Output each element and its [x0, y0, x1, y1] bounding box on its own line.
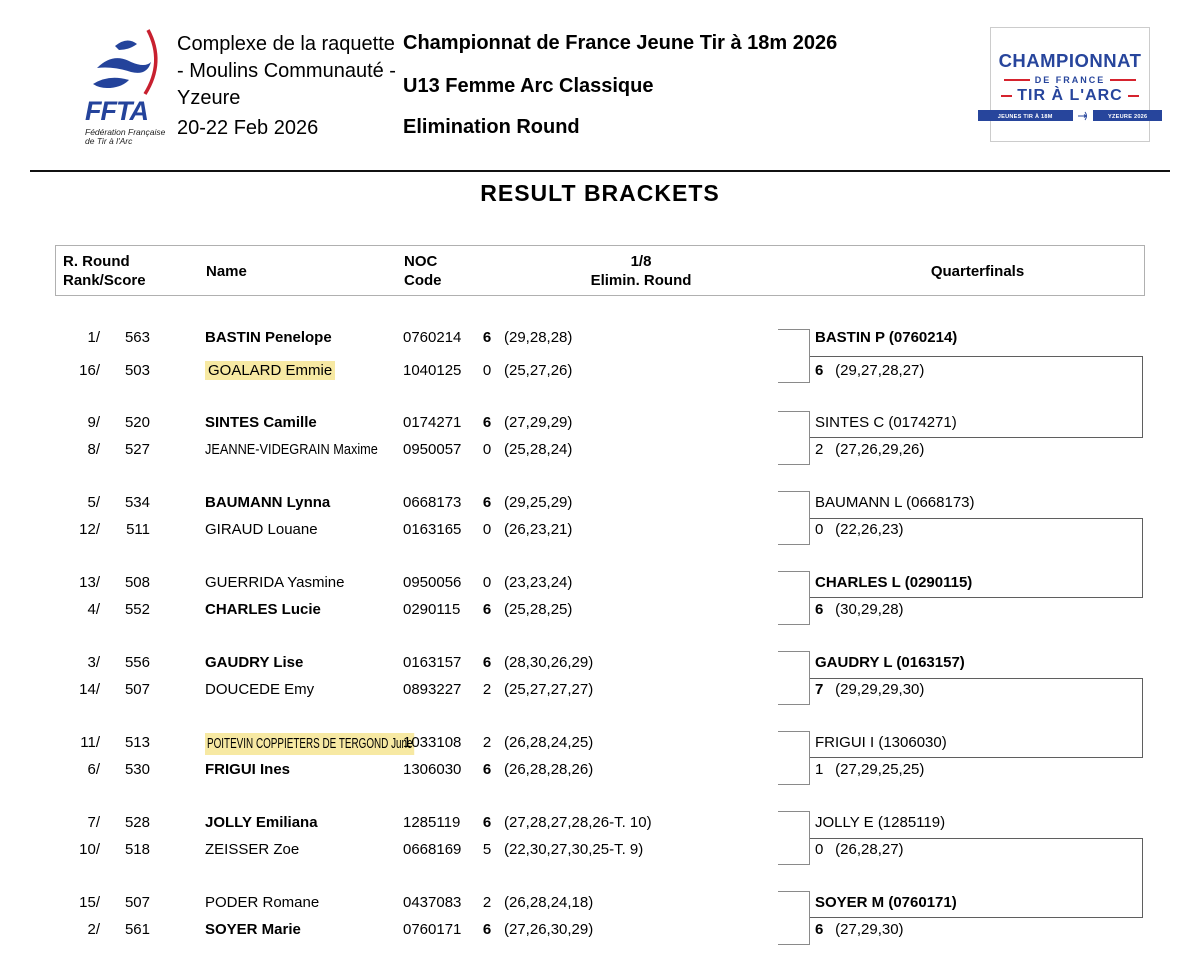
archer-name	[205, 493, 405, 513]
archer-rank: 6/	[87, 761, 100, 778]
quarterfinal-score	[815, 920, 904, 940]
archer-noc-code: 0760171	[403, 921, 462, 938]
archer-match-score: 6	[482, 814, 492, 831]
archer-set-scores: (29,28,28)	[504, 329, 573, 346]
archer-ranking-score: 507	[124, 681, 150, 698]
quarterfinal-score	[815, 680, 924, 700]
archer-name	[205, 413, 405, 433]
archer-noc-code: 1306030	[403, 761, 462, 778]
column-quarterfinals: Quarterfinals	[930, 263, 1025, 280]
ffta-archer-icon	[85, 28, 173, 98]
archer-rank: 15/	[79, 894, 100, 911]
archer-ranking-score: 513	[124, 734, 150, 751]
archer-name	[205, 920, 405, 940]
elimination-bracket-connector	[778, 571, 810, 625]
archer-match-score: 6	[482, 921, 492, 938]
archer-match-score: 6	[482, 329, 492, 346]
quarterfinal-archer-name: BASTIN P (0760214)	[815, 329, 958, 346]
quarterfinal-archer-name: SOYER M (0760171)	[815, 894, 957, 911]
quarterfinal-archer-name: FRIGUI I (1306030)	[815, 734, 947, 751]
archer-ranking-score: 561	[124, 921, 150, 938]
archer-rank: 2/	[87, 921, 100, 938]
archer-noc-code: 0760214	[403, 329, 462, 346]
archer-match-score: 6	[482, 761, 492, 778]
archer-ranking-score: 563	[124, 329, 150, 346]
round-title: Elimination Round	[403, 116, 580, 138]
archer-name	[205, 680, 405, 700]
elimination-bracket-connector	[778, 651, 810, 705]
quarterfinal-archer-name: BAUMANN L (0668173)	[815, 494, 975, 511]
quarterfinal-set-scores: (27,29,30)	[831, 921, 904, 938]
archer-name	[205, 840, 405, 860]
archer-rank: 8/	[87, 441, 100, 458]
archer-ranking-score: 507	[124, 894, 150, 911]
archer-rank: 14/	[79, 681, 100, 698]
archer-ranking-score: 530	[124, 761, 150, 778]
archer-rank: 11/	[80, 734, 100, 751]
archer-match-score: 6	[482, 601, 492, 618]
archer-set-scores: (26,28,28,26)	[504, 761, 594, 778]
red-dash-icon	[1110, 79, 1136, 81]
archer-name	[205, 573, 405, 593]
archer-name-text: JEANNE-VIDEGRAIN Maxime	[205, 441, 378, 458]
venue-info	[177, 31, 402, 112]
archer-match-score: 2	[482, 894, 492, 911]
archer-set-scores: (29,25,29)	[504, 494, 573, 511]
archer-ranking-score: 503	[124, 362, 150, 379]
archer-name-text: PODER Romane	[205, 894, 320, 911]
competition-title: Championnat de France Jeune Tir à 18m 2026	[403, 32, 838, 54]
quarterfinal-match-score: 7	[815, 681, 824, 698]
results-table-header	[55, 245, 1145, 296]
event-logo-championnat: CHAMPIONNAT	[998, 50, 1142, 71]
quarterfinal-match-score: 1	[815, 761, 824, 778]
red-dash-icon	[1128, 95, 1139, 98]
archer-match-score: 0	[482, 362, 492, 379]
column-name: Name	[206, 263, 247, 280]
archer-rank: 1/	[87, 329, 100, 346]
quarterfinal-set-scores: (30,29,28)	[831, 601, 904, 618]
archer-noc-code: 0893227	[403, 681, 462, 698]
archer-name	[205, 600, 405, 620]
archer-ranking-score: 552	[124, 601, 150, 618]
archer-rank: 5/	[87, 494, 100, 511]
archer-name-text: FRIGUI Ines	[205, 761, 291, 778]
quarterfinal-score	[815, 440, 924, 460]
archer-noc-code: 0290115	[403, 601, 461, 618]
quarterfinal-archer-name: SINTES C (0174271)	[815, 414, 957, 431]
archer-set-scores: (25,28,24)	[504, 441, 573, 458]
elimination-bracket-connector	[778, 411, 810, 465]
column-rank-score: R. Round Rank/Score	[63, 253, 146, 289]
archer-noc-code: 1285119	[403, 814, 461, 831]
quarterfinal-set-scores: (26,28,27)	[831, 841, 904, 858]
archer-name-text: GIRAUD Louane	[205, 521, 318, 538]
archer-match-score: 6	[482, 494, 492, 511]
archer-noc-code: 0163157	[403, 654, 462, 671]
archer-icon	[1076, 111, 1090, 121]
quarterfinal-match-score: 6	[815, 362, 824, 379]
archer-match-score: 6	[482, 654, 492, 671]
archer-noc-code: 0950056	[403, 574, 462, 591]
archer-set-scores: (23,23,24)	[504, 574, 573, 591]
archer-name	[205, 813, 405, 833]
archer-name	[205, 733, 413, 753]
archer-name-text: GOALARD Emmie	[205, 361, 335, 380]
ffta-caption: Fédération Française de Tir à l'Arc	[85, 127, 166, 146]
archer-ranking-score: 508	[124, 574, 150, 591]
archer-set-scores: (25,27,27,27)	[504, 681, 594, 698]
quarterfinal-archer-name: CHARLES L (0290115)	[815, 574, 973, 591]
archer-set-scores: (27,28,27,28,26-T. 10)	[504, 814, 652, 831]
archer-ranking-score: 518	[124, 841, 150, 858]
archer-rank: 10/	[79, 841, 100, 858]
archer-name-text: CHARLES Lucie	[205, 601, 321, 618]
quarterfinal-archer-name: JOLLY E (1285119)	[815, 814, 946, 831]
quarterfinal-set-scores: (22,26,23)	[831, 521, 904, 538]
page-title: RESULT BRACKETS	[480, 180, 720, 206]
elimination-bracket-connector	[778, 891, 810, 945]
elimination-bracket-connector	[778, 491, 810, 545]
archer-noc-code: 0668169	[403, 841, 462, 858]
quarterfinal-set-scores: (29,29,29,30)	[831, 681, 925, 698]
quarterfinal-match-score: 0	[815, 521, 824, 538]
event-date: 20-22 Feb 2026	[177, 117, 319, 139]
archer-name-text: SINTES Camille	[205, 414, 317, 431]
quarterfinal-match-score: 6	[815, 921, 824, 938]
archer-name	[205, 653, 405, 673]
archer-name-text: BASTIN Penelope	[205, 329, 332, 346]
quarterfinal-archer-name: GAUDRY L (0163157)	[815, 654, 965, 671]
archer-set-scores: (26,23,21)	[504, 521, 573, 538]
quarterfinal-set-scores: (29,27,28,27)	[831, 362, 925, 379]
archer-match-score: 2	[482, 681, 492, 698]
archer-set-scores: (25,28,25)	[504, 601, 573, 618]
archer-name	[205, 361, 405, 381]
event-logo	[990, 27, 1150, 142]
red-dash-icon	[1001, 95, 1012, 98]
event-logo-badges	[978, 110, 1162, 121]
archer-ranking-score: 527	[124, 441, 150, 458]
archer-name	[205, 760, 405, 780]
quarterfinal-score	[815, 600, 904, 620]
archer-match-score: 6	[482, 414, 492, 431]
archer-set-scores: (26,28,24,25)	[504, 734, 594, 751]
quarterfinal-score	[815, 361, 924, 381]
archer-noc-code: 0668173	[403, 494, 462, 511]
elimination-bracket-connector	[778, 731, 810, 785]
archer-rank: 9/	[87, 414, 100, 431]
archer-name-text: DOUCEDE Emy	[205, 681, 315, 698]
header-divider	[30, 170, 1170, 172]
badge-yzeure-2026: YZEURE 2026	[1093, 110, 1162, 121]
archer-rank: 13/	[79, 574, 100, 591]
archer-set-scores: (25,27,26)	[504, 362, 573, 379]
elimination-bracket-connector	[778, 811, 810, 865]
archer-set-scores: (28,30,26,29)	[504, 654, 594, 671]
quarterfinal-match-score: 0	[815, 841, 824, 858]
archer-match-score: 5	[482, 841, 492, 858]
archer-noc-code: 0950057	[403, 441, 462, 458]
archer-name-text: BAUMANN Lynna	[205, 494, 331, 511]
quarterfinal-set-scores: (27,26,29,26)	[831, 441, 925, 458]
archer-set-scores: (27,29,29)	[504, 414, 573, 431]
archer-name	[205, 440, 405, 460]
venue-line: Complexe de la raquette	[177, 33, 395, 55]
archer-rank: 3/	[87, 654, 100, 671]
event-logo-de-france: DE FRANCE	[1004, 75, 1137, 85]
archer-set-scores: (27,26,30,29)	[504, 921, 594, 938]
event-logo-tir-a-larc: TIR À L'ARC	[1001, 87, 1138, 105]
archer-match-score: 0	[482, 521, 492, 538]
venue-line: Yzeure	[177, 87, 241, 109]
archer-noc-code: 0437083	[403, 894, 462, 911]
archer-noc-code: 1033108	[403, 734, 462, 751]
category-title: U13 Femme Arc Classique	[403, 75, 654, 97]
column-elimin-round: 1/8 Elimin. Round	[590, 253, 692, 289]
elimination-bracket-connector	[778, 329, 810, 383]
quarterfinal-set-scores: (27,29,25,25)	[831, 761, 925, 778]
archer-set-scores: (26,28,24,18)	[504, 894, 594, 911]
archer-name	[205, 893, 405, 913]
archer-name-text: JOLLY Emiliana	[205, 814, 318, 831]
archer-ranking-score: 520	[124, 414, 150, 431]
archer-ranking-score: 556	[124, 654, 150, 671]
quarterfinal-score	[815, 840, 904, 860]
archer-name-text: ZEISSER Zoe	[205, 841, 300, 858]
ffta-acronym: FFTA	[85, 96, 148, 126]
archer-ranking-score: 511	[126, 521, 150, 538]
archer-rank: 16/	[79, 362, 100, 379]
red-dash-icon	[1004, 79, 1030, 81]
archer-rank: 4/	[87, 601, 100, 618]
quarterfinal-score	[815, 760, 924, 780]
quarterfinal-match-score: 6	[815, 601, 824, 618]
ffta-logo	[85, 28, 173, 146]
archer-ranking-score: 528	[124, 814, 150, 831]
archer-noc-code: 1040125	[403, 362, 462, 379]
archer-name-text: GAUDRY Lise	[205, 654, 304, 671]
archer-rank: 12/	[79, 521, 100, 538]
archer-name	[205, 520, 405, 540]
archer-noc-code: 0163165	[403, 521, 462, 538]
quarterfinal-match-score: 2	[815, 441, 824, 458]
archer-ranking-score: 534	[124, 494, 150, 511]
archer-name-text: SOYER Marie	[205, 921, 301, 938]
quarterfinal-score	[815, 520, 904, 540]
archer-match-score: 0	[482, 441, 492, 458]
badge-jeunes-tir-18m: JEUNES TIR À 18M	[978, 110, 1072, 121]
archer-name-text: GUERRIDA Yasmine	[205, 574, 345, 591]
archer-name-text: POITEVIN COPPIETERS DE TERGOND June	[205, 733, 415, 755]
archer-match-score: 0	[482, 574, 492, 591]
archer-match-score: 2	[482, 734, 492, 751]
archer-noc-code: 0174271	[403, 414, 462, 431]
column-noc-code: NOC Code	[404, 253, 442, 289]
venue-line: - Moulins Communauté -	[177, 60, 396, 82]
archer-set-scores: (22,30,27,30,25-T. 9)	[504, 841, 644, 858]
archer-name	[205, 328, 405, 348]
archer-rank: 7/	[87, 814, 100, 831]
